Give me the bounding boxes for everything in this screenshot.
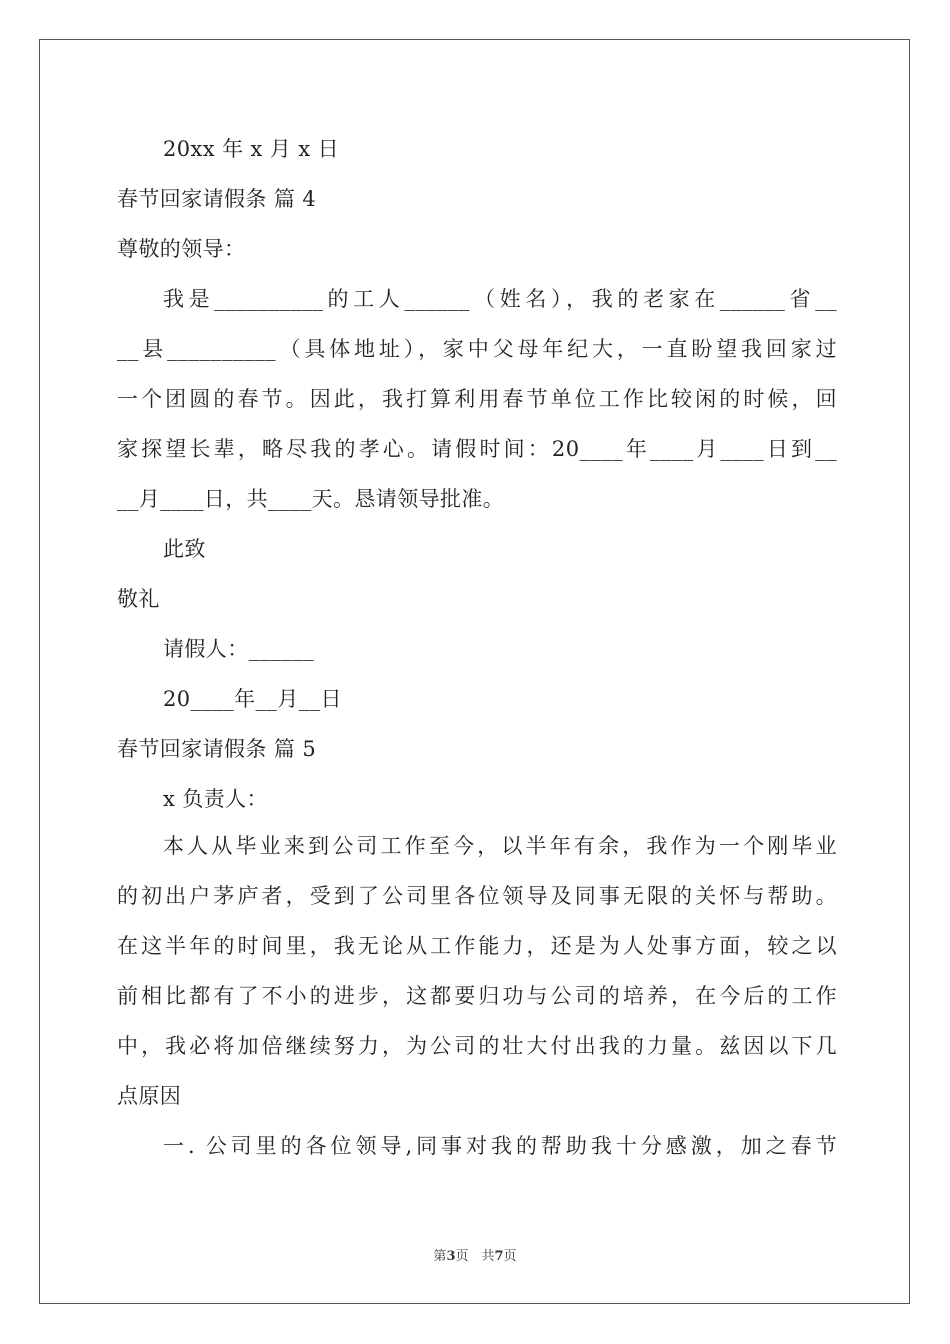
footer-mid: 页 共 bbox=[455, 1249, 495, 1264]
date-line: 20xx 年 x 月 x 日 bbox=[163, 137, 340, 161]
current-page-number: 3 bbox=[446, 1249, 456, 1264]
total-page-number: 7 bbox=[494, 1249, 504, 1264]
page-border bbox=[39, 39, 910, 1304]
paragraph-line: 的初出户茅庐者，受到了公司里各位领导及同事无限的关怀与帮助。 bbox=[117, 884, 837, 908]
footer-prefix: 第 bbox=[433, 1249, 447, 1264]
section-heading-4: 春节回家请假条 篇 4 bbox=[117, 187, 317, 211]
salutation: x 负责人： bbox=[163, 787, 268, 811]
closing-phrase: 此致 bbox=[163, 537, 206, 561]
paragraph-line: __县__________（具体地址），家中父母年纪大，一直盼望我回家过 bbox=[117, 337, 837, 361]
section-heading-5: 春节回家请假条 篇 5 bbox=[117, 737, 317, 761]
salutation: 尊敬的领导： bbox=[117, 237, 246, 261]
requester-line: 请假人：______ bbox=[163, 637, 314, 661]
closing-regards: 敬礼 bbox=[117, 587, 160, 611]
paragraph-line: 我是__________的工人______（姓名），我的老家在______省__ bbox=[163, 287, 837, 311]
paragraph-line: 前相比都有了不小的进步，这都要归功与公司的培养，在今后的工作 bbox=[117, 984, 837, 1008]
paragraph-line: 中，我必将加倍继续努力，为公司的壮大付出我的力量。兹因以下几 bbox=[117, 1034, 837, 1058]
paragraph-line: 一个团圆的春节。因此，我打算利用春节单位工作比较闲的时候，回 bbox=[117, 387, 837, 411]
paragraph-line: 点原因 bbox=[117, 1084, 182, 1108]
page-number-footer bbox=[0, 1248, 950, 1266]
paragraph-line: 在这半年的时间里，我无论从工作能力，还是为人处事方面，较之以 bbox=[117, 934, 837, 958]
paragraph-line: 本人从毕业来到公司工作至今，以半年有余，我作为一个刚毕业 bbox=[163, 834, 837, 858]
footer-suffix: 页 bbox=[503, 1249, 517, 1264]
paragraph-line: __月____日，共____天。恳请领导批准。 bbox=[117, 487, 505, 511]
paragraph-line: 家探望长辈，略尽我的孝心。请假时间：20____年____月____日到__ bbox=[117, 437, 837, 461]
signature-date: 20____年__月__日 bbox=[163, 687, 342, 711]
paragraph-line: 一. 公司里的各位领导,同事对我的帮助我十分感激，加之春节 bbox=[163, 1134, 837, 1158]
